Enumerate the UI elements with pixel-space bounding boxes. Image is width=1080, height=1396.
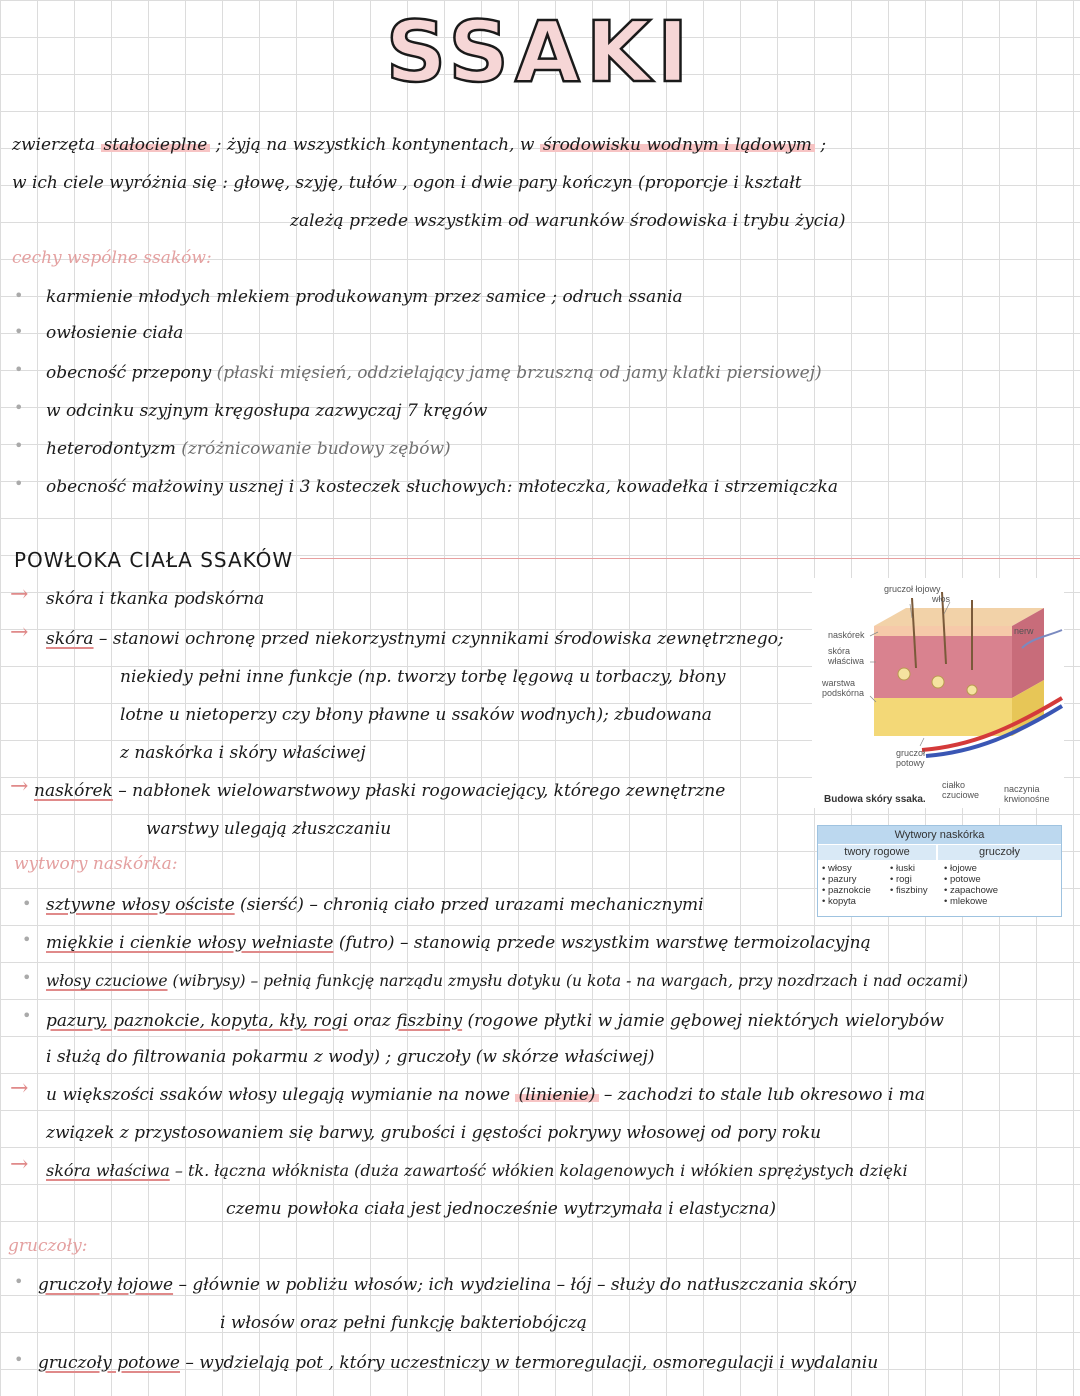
gland-1 <box>38 1274 856 1296</box>
product-4 <box>46 1010 944 1032</box>
term-wool-hairs: miękkie i cienkie włosy wełniaste <box>46 933 334 953</box>
table-cell: • pazury <box>822 874 857 885</box>
gland-2 <box>38 1352 878 1374</box>
product-3 <box>46 970 968 992</box>
table-cell: • potowe <box>944 874 981 885</box>
bullet-dot: • <box>14 360 24 379</box>
table-cell: • włosy <box>822 863 852 874</box>
arrow-icon: → <box>10 582 29 607</box>
dermis-text: – tk. łączna włóknista (duża zawartość włókien kolagenowych i włókien sprężystych dzięki <box>169 1161 908 1180</box>
table-title: Wytwory naskórka <box>818 826 1061 844</box>
skin-definition-line-3: lotne u nietoperzy czy błony pławne u ssaków wodnych); zbudowana <box>120 705 712 725</box>
bullet-dot: • <box>22 930 32 949</box>
term-skin: skóra <box>46 629 94 649</box>
product-text: (futro) – stanowią przede wszystkim warstwę termoizolacyjną <box>333 933 871 953</box>
table-cell: • mlekowe <box>944 896 988 907</box>
product-text: (sierść) – chronią ciało przed urazami mechanicznymi <box>234 895 704 915</box>
dermis-line-2: czemu powłoka ciała jest jednocześnie wytrzymała i elastyczna) <box>226 1199 777 1219</box>
table-cell: • kopyta <box>822 896 856 907</box>
term-baleen: fiszbiny <box>396 1011 463 1031</box>
epidermis-line-1 <box>34 780 725 802</box>
common-features-heading: cechy wspólne ssaków: <box>12 248 212 268</box>
label-sebaceous-gland: gruczoł łojowy <box>884 584 941 594</box>
term-epidermis: naskórek <box>34 781 113 801</box>
arrow-icon: → <box>10 1152 29 1177</box>
bullet-dot: • <box>14 474 24 493</box>
intro-line-1 <box>12 134 826 156</box>
intro-line-3: zależą przede wszystkim od warunków środowiska i trybu życia) <box>290 211 846 231</box>
arrow-icon: → <box>10 620 29 645</box>
skin-definition-line-2: niekiedy pełni inne funkcje (np. tworzy torbę lęgową u torbaczy, błony <box>120 667 726 687</box>
skin-definition-line-4: z naskórka i skóry właściwej <box>120 743 366 763</box>
epidermis-line-2: warstwy ulegają złuszczaniu <box>146 819 392 839</box>
molting-text: u większości ssaków włosy ulegają wymianie na nowe <box>46 1085 516 1105</box>
label-dermis: skóra właściwa <box>828 646 865 666</box>
section-title: POWŁOKA CIAŁA SSAKÓW <box>14 548 294 572</box>
products-heading: wytwory naskórka: <box>14 854 178 874</box>
product-1 <box>46 894 704 916</box>
section-divider <box>300 558 1080 559</box>
arrow-icon: → <box>10 1076 29 1101</box>
table-cell: • fiszbiny <box>890 885 928 896</box>
intro-text: ; żyją na wszystkich kontynentach, w <box>210 135 540 155</box>
bullet-dot: • <box>14 1272 24 1291</box>
term-sweat-glands: gruczoły potowe <box>38 1353 180 1373</box>
table-header-glands: gruczoły <box>938 845 1061 860</box>
table-cell: • łojowe <box>944 863 977 874</box>
common-feature-3 <box>46 362 822 384</box>
skin-definition-line-1 <box>46 628 784 650</box>
bullet-dot: • <box>14 286 24 305</box>
figure-caption: Budowa skóry ssaka. <box>824 794 926 805</box>
table-cell: • rogi <box>890 874 912 885</box>
term-horny-structures: pazury, paznokcie, kopyta, kły, rogi <box>46 1011 348 1031</box>
product-text: (wibrysy) – pełnią funkcję narządu zmysłu dotyku (u kota - na wargach, przy nozdrzach i nad oczami) <box>167 972 969 990</box>
bullet-dot: • <box>22 968 32 987</box>
feature-term: obecność przepony <box>46 363 217 383</box>
intro-line-2: w ich ciele wyróżnia się : głowę, szyję, tułów , ogon i dwie pary kończyn (proporcje i kształt <box>12 173 802 193</box>
label-subcutis: warstwa podskórna <box>822 678 865 698</box>
table-cell: • łuski <box>890 863 915 874</box>
feature-note: (zróżnicowanie budowy zębów) <box>181 439 451 459</box>
molting-line-1 <box>46 1084 925 1106</box>
table-col-horny-b <box>890 863 928 896</box>
common-feature-1: karmienie młodych mlekiem produkowanym przez samice ; odruch ssania <box>46 287 683 307</box>
product-text: (rogowe płytki w jamie gębowej niektórych wielorybów <box>462 1011 944 1031</box>
dermis-line-1 <box>46 1160 908 1182</box>
term-guard-hairs: sztywne włosy ościste <box>46 895 235 915</box>
label-sweat-gland: gruczoł potowy <box>896 748 926 768</box>
molting-line-2: związek z przystosowaniem się barwy, grubości i gęstości pokrywy włosowej od pory roku <box>46 1123 822 1143</box>
product-text: oraz <box>347 1011 397 1031</box>
bullet-dot: • <box>14 1350 24 1369</box>
skin-text: – stanowi ochronę przed niekorzystnymi czynnikami środowiska zewnętrznego; <box>93 629 784 649</box>
epidermis-products-table <box>817 825 1062 917</box>
product-2 <box>46 932 871 954</box>
feature-term: heterodontyzm <box>46 439 182 459</box>
highlight-warm-blooded: stałocieplne <box>101 135 211 155</box>
skin-diagram <box>812 578 1064 808</box>
gland-text: – wydzielają pot , który uczestniczy w termoregulacji, osmoregulacji i wydalaniu <box>180 1353 879 1373</box>
common-feature-5 <box>46 438 451 460</box>
bullet-dot: • <box>22 1006 32 1025</box>
intro-text: zwierzęta <box>12 135 101 155</box>
feature-note: (płaski mięsień, oddzielający jamę brzuszną od jamy klatki piersiowej) <box>216 363 822 383</box>
label-epidermis: naskórek <box>828 630 865 640</box>
section-point-1: skóra i tkanka podskórna <box>46 589 265 609</box>
table-cell: • paznokcie <box>822 885 871 896</box>
molting-text: – zachodzi to stale lub okresowo i ma <box>598 1085 925 1105</box>
highlight-environment: środowisku wodnym i lądowym <box>540 135 815 155</box>
label-vessels: naczynia krwionośne <box>1004 784 1050 804</box>
highlight-molting: (linienie) <box>515 1085 598 1105</box>
term-whiskers: włosy czuciowe <box>46 972 168 990</box>
table-col-glands <box>944 863 998 907</box>
bullet-dot: • <box>14 322 24 341</box>
product-4-continued: i służą do filtrowania pokarmu z wody) ; gruczoły (w skórze właściwej) <box>46 1047 655 1067</box>
label-corpuscle: ciałko czuciowe <box>942 780 980 800</box>
label-hair: włos <box>932 594 951 604</box>
bullet-dot: • <box>22 894 32 913</box>
bullet-dot: • <box>14 436 24 455</box>
epidermis-text: – nabłonek wielowarstwowy płaski rogowaciejący, którego zewnętrzne <box>112 781 726 801</box>
table-col-horny-a <box>822 863 871 907</box>
page-title: SSAKI <box>385 3 695 101</box>
common-feature-4: w odcinku szyjnym kręgosłupa zazwyczaj 7 kręgów <box>46 401 488 421</box>
table-cell: • zapachowe <box>944 885 999 896</box>
glands-heading: gruczoły: <box>8 1236 88 1256</box>
label-nerve: nerw <box>1014 626 1034 636</box>
term-dermis: skóra właściwa <box>46 1161 170 1180</box>
bullet-dot: • <box>14 398 24 417</box>
intro-text: ; <box>814 135 827 155</box>
common-feature-6: obecność małżowiny usznej i 3 kosteczek słuchowych: młoteczka, kowadełka i strzemiączka <box>46 477 838 497</box>
term-sebaceous-glands: gruczoły łojowe <box>38 1275 174 1295</box>
gland-text: – głównie w pobliżu włosów; ich wydzielina – łój – służy do natłuszczania skóry <box>173 1275 857 1295</box>
gland-1-continued: i włosów oraz pełni funkcję bakteriobójczą <box>220 1313 587 1333</box>
table-header-horny: twory rogowe <box>818 845 936 860</box>
arrow-icon: → <box>10 774 29 799</box>
common-feature-2: owłosienie ciała <box>46 323 184 343</box>
